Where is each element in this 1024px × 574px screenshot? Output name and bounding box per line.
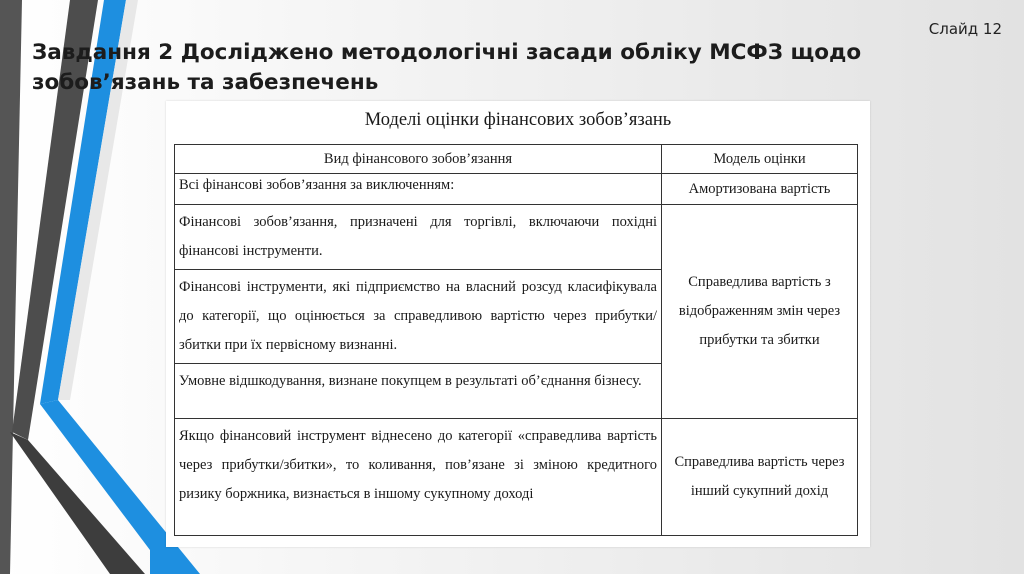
table-figure [166, 101, 870, 547]
cell-type: Всі фінансові зобов’язання за виключенням: [175, 174, 662, 205]
cell-type: Фінансові інструменти, які підприємство на власний розсуд класифікувала до категорії, що оцінюється за справедливою вартістю через прибутки/збитки при їх первісному визнанні. [175, 270, 662, 364]
slide-title: Завдання 2 Досліджено методологічні засади обліку МСФЗ щодо зобов’язань та забезпечень [32, 40, 862, 95]
table-header-row [175, 145, 858, 174]
cell-model-merged: Справедлива вартість з відображенням змін через прибутки та збитки [662, 205, 858, 419]
cell-type: Фінансові зобов’язання, призначені для торгівлі, включаючи похідні фінансові інструменти. [175, 205, 662, 270]
table-row [175, 419, 858, 536]
table-row [175, 205, 858, 270]
header-model: Модель оцінки [662, 145, 858, 174]
cell-model: Амортизована вартість [662, 174, 858, 205]
slide-number: Слайд 12 [928, 20, 1002, 38]
table-row [175, 174, 858, 205]
liabilities-table [174, 144, 858, 536]
table-caption: Моделі оцінки фінансових зобов’язань [364, 110, 672, 130]
cell-type: Умовне відшкодування, визнане покупцем в результаті об’єднання бізнесу. [175, 364, 662, 419]
header-type: Вид фінансового зобов’язання [175, 145, 662, 174]
cell-type: Якщо фінансовий інструмент віднесено до категорії «справедлива вартість через прибутки/збитки», то коливання, пов’язане зі зміною кредитного ризику боржника, визнається в іншому сукупному доході [175, 419, 662, 536]
cell-model: Справедлива вартість через інший сукупний дохід [662, 419, 858, 536]
